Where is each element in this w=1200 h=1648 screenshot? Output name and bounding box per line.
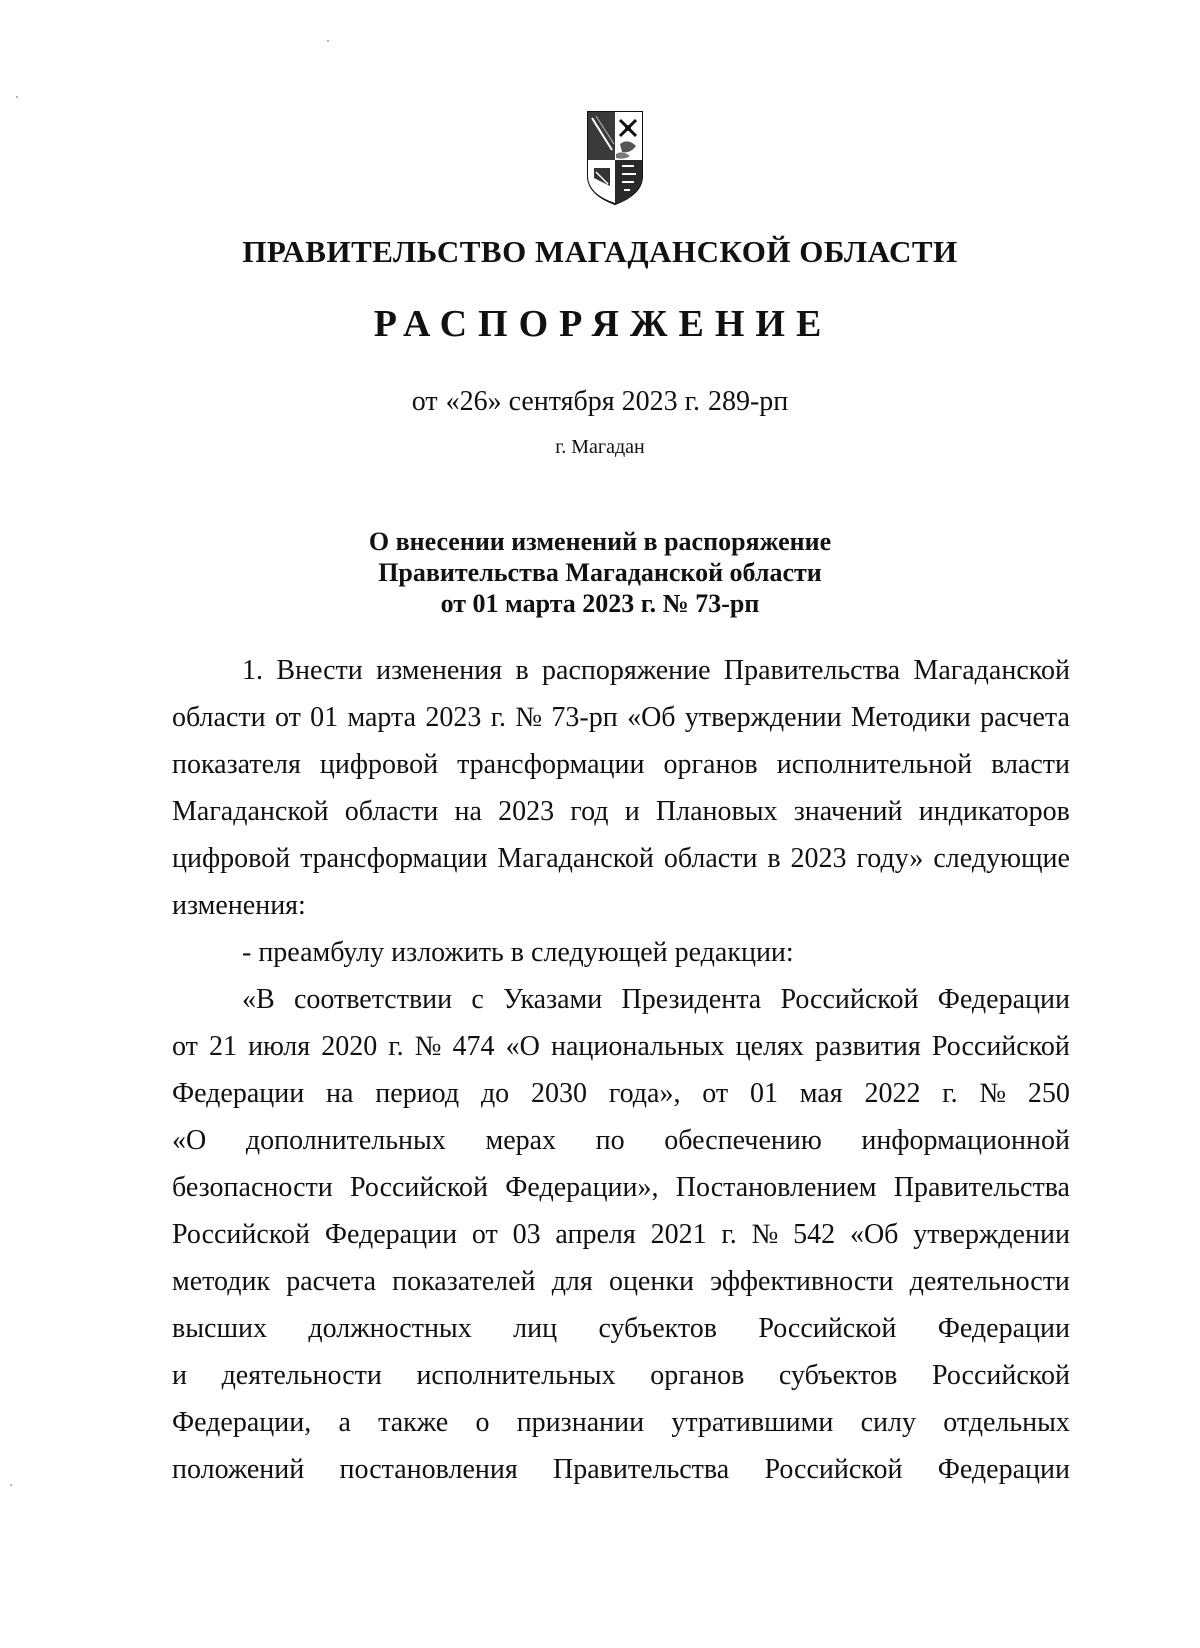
body-line bbox=[172, 1171, 1070, 1205]
body-word: и bbox=[172, 1360, 187, 1391]
body-word: Постановлением bbox=[675, 1172, 877, 1203]
body-word: 21 bbox=[208, 1031, 237, 1062]
body-word: власти bbox=[991, 749, 1070, 780]
body-word: № bbox=[979, 1078, 1007, 1109]
body-word: Федерации bbox=[937, 1313, 1070, 1344]
body-line bbox=[172, 1124, 1070, 1158]
body-word: органов bbox=[663, 749, 758, 780]
body-word: Российской bbox=[764, 1454, 903, 1485]
body-line bbox=[172, 1312, 1070, 1346]
body-word: г. bbox=[721, 1219, 737, 1250]
body-word: показателей bbox=[392, 1266, 536, 1297]
body-word: методик bbox=[172, 1266, 271, 1297]
body-word: цифровой bbox=[172, 843, 291, 874]
body-word: Магаданской bbox=[497, 843, 654, 874]
body-word: от bbox=[274, 702, 301, 733]
body-word: 03 bbox=[512, 1219, 541, 1250]
body-word: в bbox=[515, 655, 529, 686]
body-word: органов bbox=[650, 1360, 745, 1391]
document-city: г. Магадан bbox=[555, 436, 645, 458]
body-word: распоряжение bbox=[542, 655, 711, 686]
body-word: 474 bbox=[452, 1031, 495, 1062]
body-word: г. bbox=[388, 1031, 404, 1062]
body-line bbox=[172, 842, 1070, 876]
body-word: по bbox=[595, 1125, 625, 1156]
body-word: расчета bbox=[980, 702, 1070, 733]
body-word: а bbox=[338, 1407, 351, 1438]
body-word: № bbox=[515, 702, 543, 733]
body-word: 01 bbox=[749, 1078, 778, 1109]
subject-line: Правительства Магаданской области bbox=[378, 558, 822, 587]
body-word: 2022 bbox=[864, 1078, 921, 1109]
coat-of-arms-emblem bbox=[586, 110, 644, 206]
body-word: Президента bbox=[621, 984, 762, 1015]
body-word: значений bbox=[793, 796, 903, 827]
body-word: признании bbox=[516, 1407, 645, 1438]
body-word: Федерации bbox=[172, 1078, 305, 1109]
body-line bbox=[172, 1077, 1070, 1111]
body-word: «О bbox=[505, 1031, 540, 1062]
date-prefix: от bbox=[411, 386, 438, 417]
body-word: Магаданской bbox=[172, 796, 329, 827]
body-word: субъектов bbox=[598, 1313, 717, 1344]
body-word: Федерации», bbox=[505, 1172, 659, 1203]
body-word: следующие bbox=[933, 843, 1070, 874]
body-word: области bbox=[172, 702, 266, 733]
body-line bbox=[242, 983, 1070, 1017]
body-word: Российской bbox=[931, 1031, 1070, 1062]
body-word: трансформации bbox=[300, 843, 488, 874]
body-word: исполнительной bbox=[776, 749, 973, 780]
body-line bbox=[172, 1453, 1070, 1487]
body-word: «Об bbox=[627, 702, 676, 733]
body-word: высших bbox=[172, 1313, 268, 1344]
body-word: 2023 bbox=[425, 702, 482, 733]
body-word: деятельности bbox=[221, 1360, 382, 1391]
body-word: Российской bbox=[758, 1313, 897, 1344]
body-word: трансформации bbox=[457, 749, 645, 780]
body-word: от bbox=[702, 1078, 729, 1109]
body-word: индикаторов bbox=[918, 796, 1070, 827]
body-word: Правительства bbox=[552, 1454, 730, 1485]
body-word: области bbox=[663, 843, 758, 874]
body-word: утверждении bbox=[913, 1219, 1070, 1250]
subject-line: О внесении изменений в распоряжение bbox=[368, 527, 832, 556]
body-line bbox=[172, 1406, 1070, 1440]
body-word: 250 bbox=[1027, 1078, 1070, 1109]
body-word: Федерации bbox=[937, 984, 1070, 1015]
body-word: исполнительных bbox=[416, 1360, 616, 1391]
body-word: мая bbox=[799, 1078, 843, 1109]
body-word: постановления bbox=[339, 1454, 518, 1485]
body-word: 01 bbox=[310, 702, 339, 733]
body-word: период bbox=[375, 1078, 460, 1109]
body-word: утратившими bbox=[671, 1407, 834, 1438]
body-word: «Об bbox=[849, 1219, 899, 1250]
body-word: положений bbox=[172, 1454, 305, 1485]
organization-title: ПРАВИТЕЛЬСТВО МАГАДАНСКОЙ ОБЛАСТИ bbox=[242, 234, 958, 269]
body-word: изменения bbox=[376, 655, 503, 686]
body-line bbox=[172, 1265, 1070, 1299]
body-word: от bbox=[172, 1031, 198, 1062]
body-word: Российской bbox=[780, 984, 919, 1015]
body-word: Российской bbox=[931, 1360, 1070, 1391]
body-word: соответствии bbox=[293, 984, 453, 1015]
body-word: мерах bbox=[485, 1125, 557, 1156]
document-number: 289-рп bbox=[707, 386, 789, 417]
body-word: отдельных bbox=[943, 1407, 1070, 1438]
body-word: 2023 bbox=[790, 843, 847, 874]
document-date-line bbox=[0, 386, 1200, 418]
body-word: до bbox=[480, 1078, 510, 1109]
body-word: и bbox=[624, 796, 640, 827]
body-word: № bbox=[751, 1219, 779, 1250]
body-word: области bbox=[344, 796, 439, 827]
body-word: безопасности bbox=[172, 1172, 333, 1203]
scan-speck bbox=[10, 1484, 12, 1486]
body-word: «В bbox=[242, 984, 275, 1015]
body-line: - преамбулу изложить в следующей редакции: bbox=[242, 937, 794, 968]
body-word: № bbox=[414, 1031, 442, 1062]
body-word: утверждении bbox=[684, 702, 842, 733]
body-word: 2021 bbox=[650, 1219, 707, 1250]
body-line bbox=[172, 795, 1070, 829]
body-line bbox=[172, 1030, 1070, 1064]
body-word: для bbox=[551, 1266, 593, 1297]
body-word: деятельности bbox=[909, 1266, 1070, 1297]
body-line bbox=[172, 748, 1070, 782]
body-word: Внести bbox=[276, 655, 363, 686]
body-word: 1. bbox=[242, 655, 263, 686]
body-word: марта bbox=[347, 702, 417, 733]
body-word: с bbox=[471, 984, 484, 1015]
body-word: лиц bbox=[513, 1313, 558, 1344]
body-line bbox=[242, 654, 1070, 688]
subject-line: от 01 марта 2023 г. № 73-рп bbox=[440, 589, 760, 618]
body-word: Федерации bbox=[324, 1219, 458, 1250]
body-word: «О bbox=[172, 1125, 207, 1156]
body-word: национальных bbox=[550, 1031, 725, 1062]
body-word: Правительства bbox=[723, 655, 901, 686]
body-word: в bbox=[767, 843, 781, 874]
body-word: должностных bbox=[308, 1313, 472, 1344]
body-word: Федерации bbox=[937, 1454, 1070, 1485]
document-type-heading: РАСПОРЯЖЕНИЕ bbox=[373, 303, 833, 345]
body-line bbox=[172, 1359, 1070, 1393]
body-word: июля bbox=[248, 1031, 311, 1062]
body-word: год bbox=[570, 796, 609, 827]
body-word: Российской bbox=[172, 1219, 310, 1250]
document-subject bbox=[0, 526, 1200, 619]
body-word: 2030 bbox=[531, 1078, 587, 1109]
body-word: Методики bbox=[850, 702, 971, 733]
body-word: Правительства bbox=[893, 1172, 1070, 1203]
scan-speck bbox=[16, 96, 18, 98]
body-word: Плановых bbox=[655, 796, 778, 827]
body-word: Указами bbox=[503, 984, 603, 1015]
body-word: Магаданской bbox=[913, 655, 1070, 686]
body-word: г. bbox=[490, 702, 507, 733]
body-line bbox=[172, 701, 1070, 735]
body-word: 73-рп bbox=[551, 702, 618, 733]
body-word: оценки bbox=[608, 1266, 694, 1297]
body-word: показателя bbox=[172, 749, 301, 780]
body-word: 542 bbox=[793, 1219, 836, 1250]
body-line: изменения: bbox=[172, 890, 306, 921]
body-word: на bbox=[454, 796, 482, 827]
body-word: Федерации, bbox=[172, 1407, 312, 1438]
body-word: дополнительных bbox=[245, 1125, 446, 1156]
body-word: г. bbox=[942, 1078, 958, 1109]
body-word: эффективности bbox=[710, 1266, 894, 1297]
body-word: субъектов bbox=[778, 1360, 898, 1391]
body-word: Российской bbox=[350, 1172, 488, 1203]
scan-speck bbox=[327, 40, 329, 42]
body-word: информационной bbox=[861, 1125, 1070, 1156]
body-word: апреля bbox=[555, 1219, 636, 1250]
body-word: цифровой bbox=[319, 749, 439, 780]
body-word: на bbox=[326, 1078, 354, 1109]
body-word: от bbox=[471, 1219, 498, 1250]
document-date: «26» сентября 2023 г. bbox=[445, 386, 700, 417]
body-word: года», bbox=[608, 1078, 681, 1109]
body-word: целях bbox=[735, 1031, 804, 1062]
body-word: также bbox=[378, 1407, 449, 1438]
body-word: развития bbox=[815, 1031, 921, 1062]
body-word: году» bbox=[856, 843, 924, 874]
body-word: расчета bbox=[286, 1266, 376, 1297]
body-word: 2020 bbox=[321, 1031, 378, 1062]
body-line bbox=[172, 1218, 1070, 1252]
body-word: обеспечению bbox=[664, 1125, 822, 1156]
body-word: 2023 bbox=[498, 796, 555, 827]
body-word: о bbox=[475, 1407, 490, 1438]
body-word: силу bbox=[860, 1407, 916, 1438]
